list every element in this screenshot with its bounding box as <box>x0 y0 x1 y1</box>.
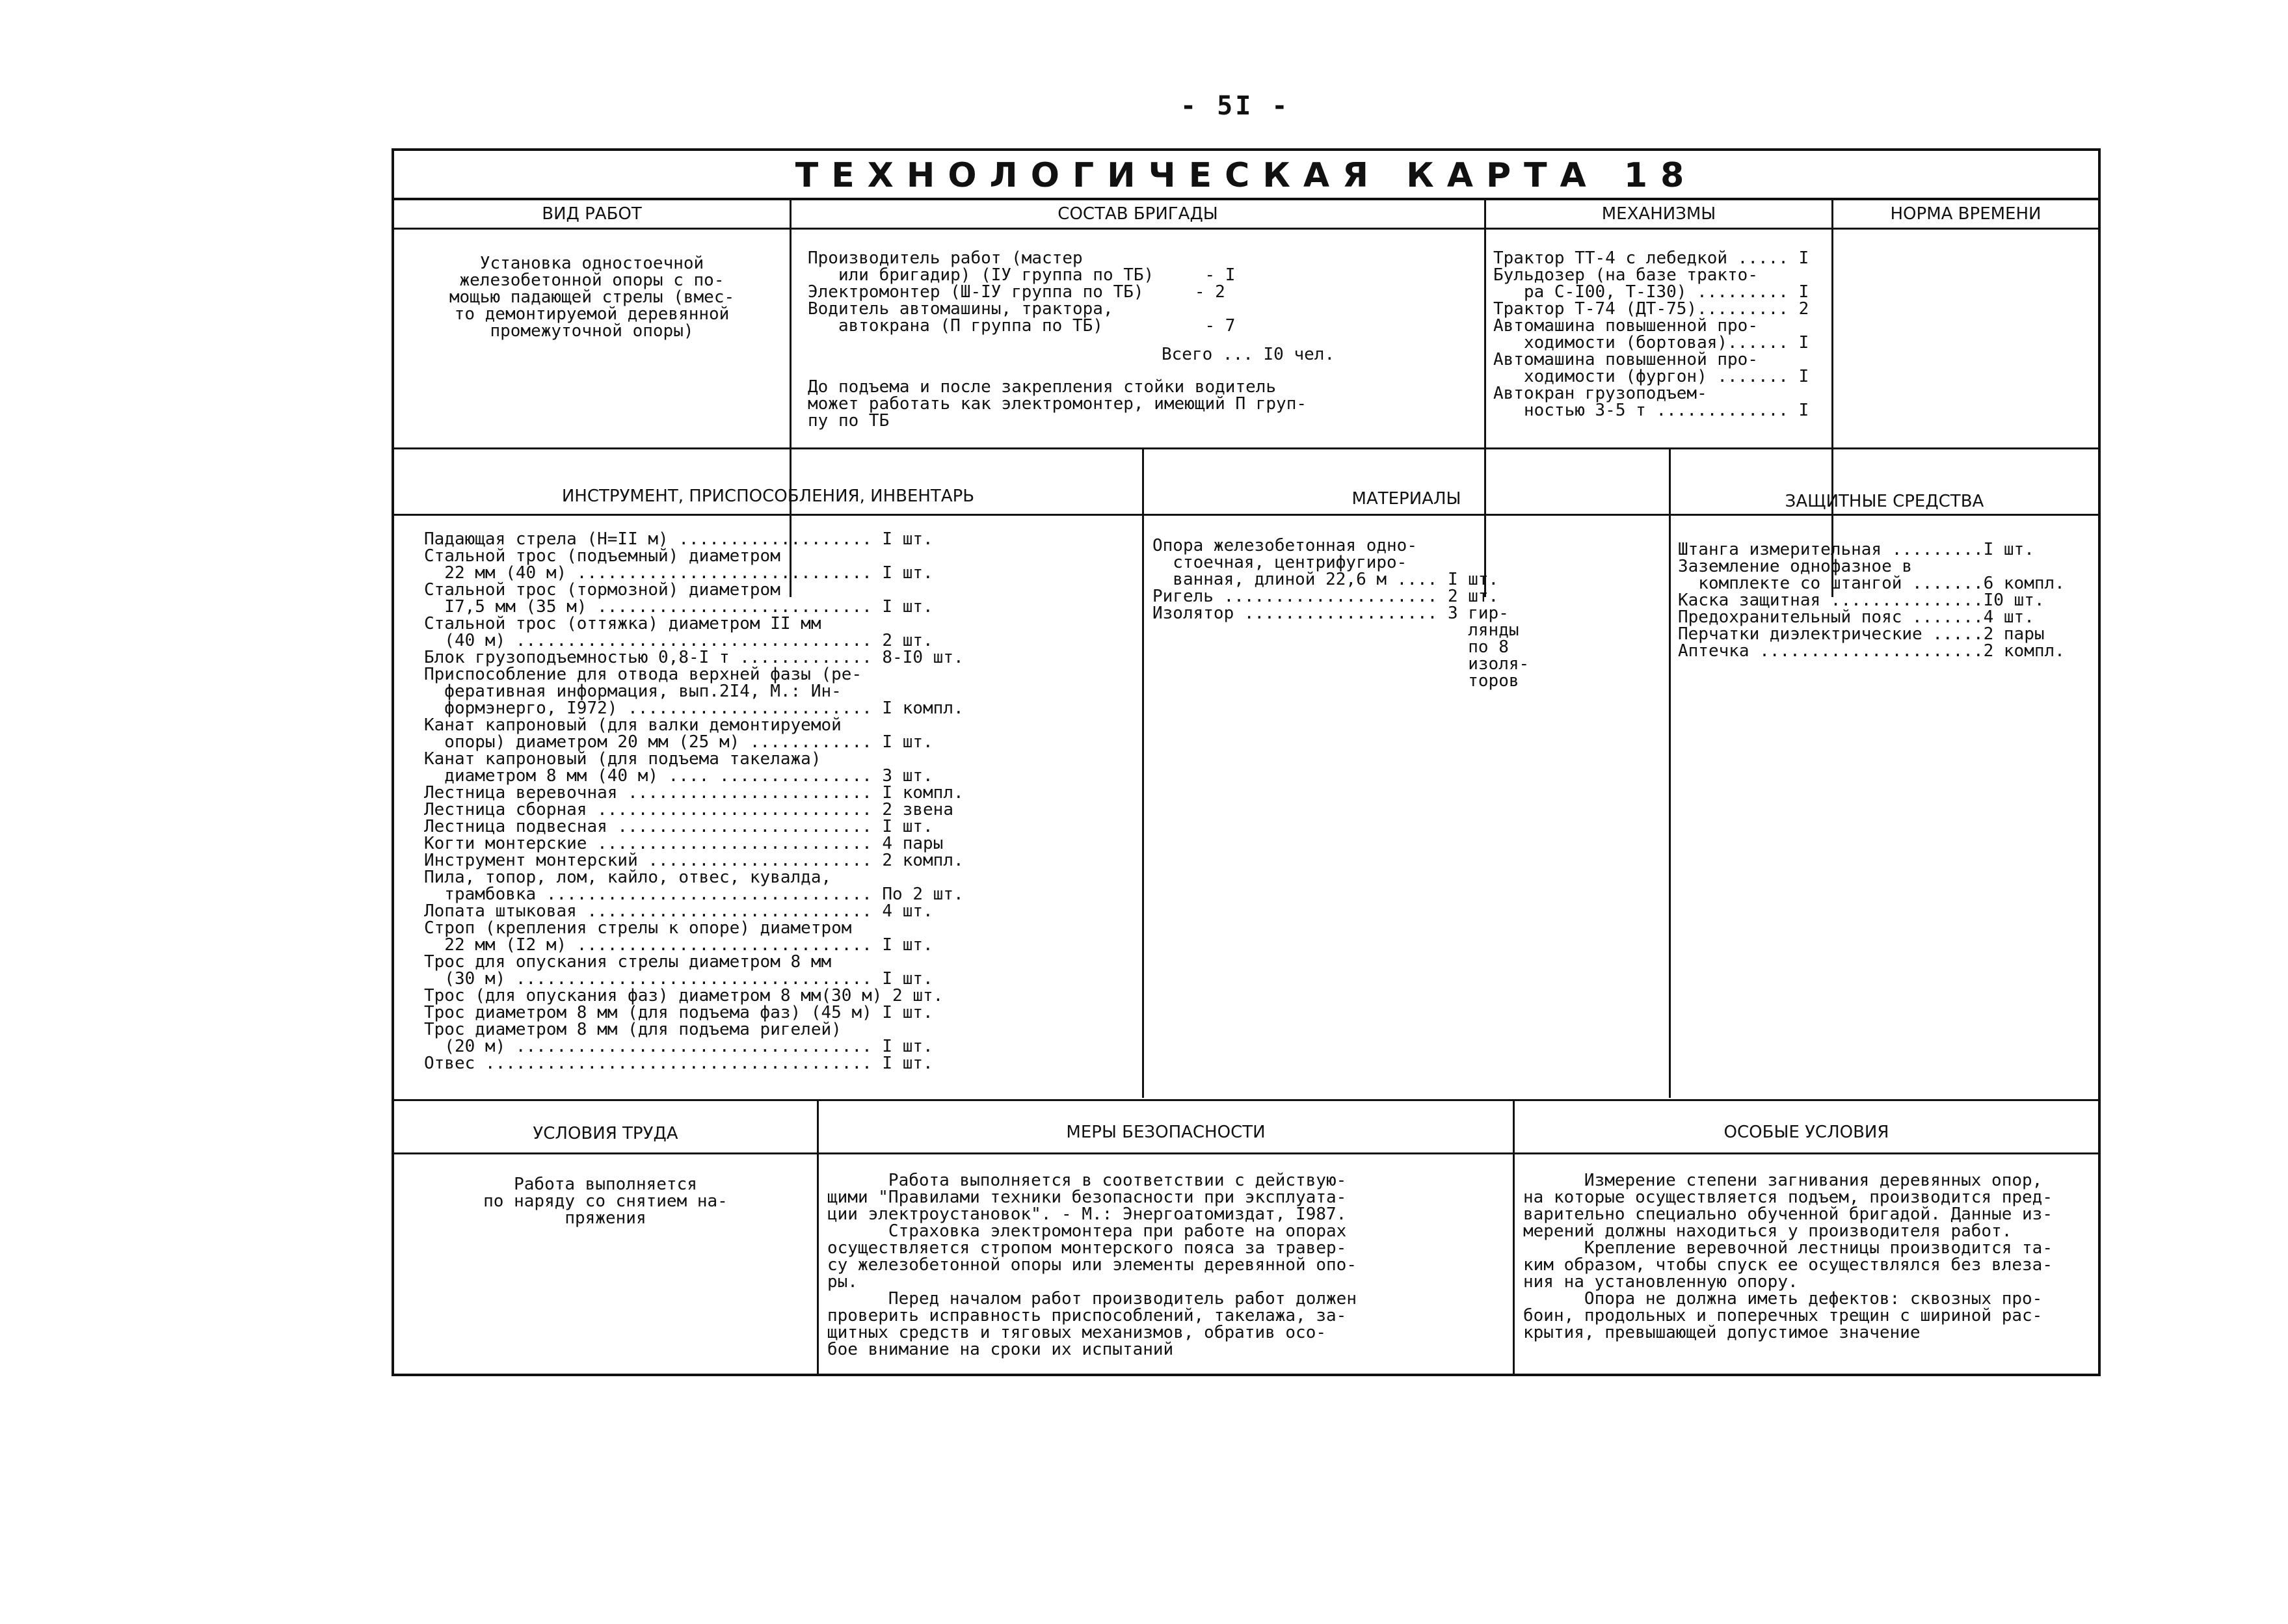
sostav-text: Производитель работ (мастер или бригадир) (IУ группа по ТБ) - I Электромонтер (Ш-IУ группа по ТБ) - 2 Водитель автомашины, трактора, автокрана (П группа по ТБ) - 7 <box>808 248 1236 336</box>
header-zashchita: ЗАЩИТНЫЕ СРЕДСТВА <box>1785 492 1984 511</box>
mehanizmy-text: Трактор ТТ-4 с лебедкой ..... I Бульдозер (на базе тракто- ра С-I00, Т-I30) ......... I Трактор Т-74 (ДТ-75)......... 2 Автомашина повышенной про- ходимости (бортовая)...... I Автомашина повышенной про- ходимости (фургон) ....... I Автокран грузоподъем- ностью 3-5 т ............. I <box>1493 248 1809 420</box>
divider-v5 <box>1669 447 1671 1098</box>
sostav-total: Всего ... I0 чел. <box>1162 345 1335 364</box>
header-osobye: ОСОБЫЕ УСЛОВИЯ <box>1723 1123 1889 1142</box>
mery-text: Работа выполняется в соответствии с действую- щими "Правилами техники безопасности при эксплуата- ции электроустановок". - М.: Энергоатомиздат, I987. Страховка электромонтера при работе на опорах осуществляется стропом монтерского пояса за травер- су железобетонной опоры или элементы деревянной опо- ры. Перед началом работ производитель работ должен проверить исправность приспособлений, такелажа, за- щитных средств и тяговых механизмов, обратив осо- бое внимание на сроки их испытаний <box>827 1171 1357 1359</box>
row3-header-divider <box>394 1152 2098 1154</box>
technological-card <box>392 148 2101 1376</box>
header-sostav: СОСТАВ БРИГАДЫ <box>1058 204 1218 224</box>
header-instrument: ИНСТРУМЕНТ, ПРИСПОСОБЛЕНИЯ, ИНВЕНТАРЬ <box>561 486 975 506</box>
header-mery: МЕРЫ БЕЗОПАСНОСТИ <box>1066 1123 1266 1142</box>
card-title: ТЕХНОЛОГИЧЕСКАЯ КАРТА 18 <box>394 151 2098 200</box>
zashchita-text: Штанга измерительная .........I шт. Заземление однофазное в комплекте со штангой .......6 компл. Каска защитная ...............I0 шт. Предохранительный пояс .......4 шт. Перчатки диэлектрические .....2 пары Аптечка ......................2 компл. <box>1678 540 2065 661</box>
vid-rabot-text: Установка одностоечной железобетонной опоры с по- мощью падающей стрелы (вмес- то демонтируемой деревянной промежуточной опоры) <box>449 254 735 341</box>
divider-v3 <box>1831 200 1833 597</box>
divider-v4 <box>1142 447 1144 1098</box>
page-number: - 5I - <box>1180 91 1290 121</box>
row3-top-divider <box>394 1099 2098 1101</box>
header-vid-rabot: ВИД РАБОТ <box>542 204 642 224</box>
row2-header-divider <box>394 514 2098 516</box>
instrument-text: Падающая стрела (Н=II м) ................... I шт. Стальной трос (подъемный) диаметром 22 мм (40 м) ............................. I шт. Стальной трос (тормозной) диаметром I7,5 мм (35 м) ........................... I шт. Стальной трос (оттяжка) диаметром II мм (40 м) ................................... 2 шт. Блок грузоподъемностью 0,8-I т ............. 8-I0 шт. Приспособление для отвода верхней фазы (ре- феративная информация, вып.2I4, М.: Ин- формэнерго, I972) ........................ I компл. Канат капроновый (для валки демонтируемой опоры) диаметром 20 мм (25 м) ............ I шт. Канат капроновый (для подъема такелажа) диаметром 8 мм (40 м) .... ............... 3 шт. Лестница веревочная ........................ I компл. Лестница сборная ........................... 2 звена Лестница подвесная ......................... I шт. Когти монтерские ........................... 4 пары Инструмент монтерский ...................... 2 компл. Пила, топор, лом, кайло, отвес, кувалда, трамбовка ................................ По 2 шт. Лопата штыковая ............................ 4 шт. Строп (крепления стрелы к опоре) диаметром 22 мм (I2 м) ............................. I шт. Трос для опускания стрелы диаметром 8 мм (30 м) ................................... I шт. Трос (для опускания фаз) диаметром 8 мм(30 м) 2 шт. Трос диаметром 8 мм (для подъема фаз) (45 м) I шт. Трос диаметром 8 мм (для подъема ригелей) (20 м) ................................... I шт. Отвес ...................................... I шт. <box>424 529 964 1073</box>
osobye-text: Измерение степени загнивания деревянных опор, на которые осуществляется подъем, производится пред- варительно специально обученной бригадой. Данные из- мерений должны находиться у производителя работ. Крепление веревочной лестницы производится та- ким образом, чтобы спуск ее осуществлялся без влеза- ния на установленную опору. Опора не должна иметь дефектов: сквозных про- боин, продольных и поперечных трещин с шириной рас- крытия, превышающей допустимое значение <box>1523 1171 2053 1342</box>
header-norma: НОРМА ВРЕМЕНИ <box>1890 204 2042 224</box>
header-usloviya: УСЛОВИЯ ТРУДА <box>533 1124 678 1143</box>
row1-header-divider <box>394 228 2098 230</box>
usloviya-text: Работа выполняется по наряду со снятием на- пряжения <box>483 1175 728 1228</box>
materialy-text: Опора железобетонная одно- стоечная, центрифугиро- ванная, длиной 22,6 м .... I шт. Ригель ..................... 2 шт. Изолятор ................... 3 гир- лянды по 8 изоля- торов <box>1152 536 1530 691</box>
header-materialy: МАТЕРИАЛЫ <box>1351 489 1461 509</box>
header-mehanizmy: МЕХАНИЗМЫ <box>1601 204 1716 224</box>
sostav-note: До подъема и после закрепления стойки водитель может работать как электромонтер, имеющий П груп- пу по ТБ <box>808 377 1307 431</box>
row2-top-divider <box>394 447 2098 449</box>
